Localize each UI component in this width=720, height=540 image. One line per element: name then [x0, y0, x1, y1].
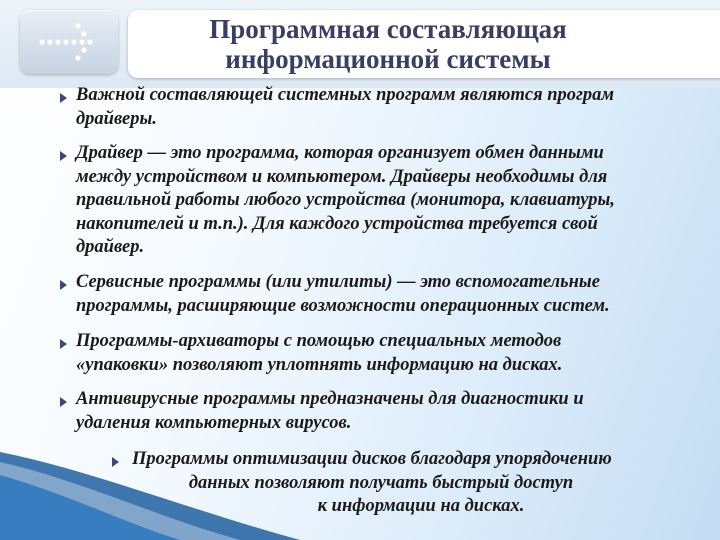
bullet-marker-icon: [60, 93, 67, 103]
item-line: правильной работы любого устройства (монитора, клавиатуры,: [76, 190, 615, 211]
bullet-marker-icon: [60, 151, 67, 161]
list-item: [76, 84, 614, 131]
item-line: Драйвер — это программа, которая организует обмен данными: [76, 143, 604, 163]
list-item: [76, 142, 615, 260]
item-line: Сервисные программы (или утилиты) — это вспомогательные: [76, 272, 600, 292]
item-line: драйвер.: [76, 237, 145, 258]
page-title: [128, 14, 648, 74]
list-item: [76, 330, 562, 377]
list-item: [86, 448, 676, 519]
item-line: Программы-архиваторы с помощью специальных методов: [76, 331, 562, 351]
logo-box: [20, 10, 118, 74]
title-line-1: Программная составляющая: [209, 14, 567, 44]
bullet-marker-icon: [60, 397, 67, 407]
title-line-2: информационной системы: [225, 44, 551, 74]
bullet-marker-icon: [60, 339, 67, 349]
item-line: между устройством и компьютером. Драйверы необходимы для: [76, 166, 608, 187]
item-line: данных позволяют получать быстрый доступ: [188, 472, 574, 493]
dotted-arrow-icon: [20, 10, 118, 74]
item-line: к информации на дисках.: [317, 496, 525, 517]
list-item: [76, 271, 610, 318]
item-line: удаления компьютерных вирусов.: [76, 412, 352, 433]
item-line: Антивирусные программы предназначены для диагностики и: [76, 389, 584, 409]
item-line: «упаковки» позволяют уплотнять информацию на дисках.: [76, 354, 563, 375]
item-line: драйверы.: [76, 108, 157, 129]
item-line: программы, расширяющие возможности операционных систем.: [76, 295, 610, 316]
item-line: Важной составляющей системных программ являются програм: [76, 85, 615, 105]
item-line: Программы оптимизации дисков благодаря упорядочению: [132, 449, 612, 469]
item-line: накопителей и т.п.). Для каждого устройства требуется свой: [76, 213, 598, 234]
list-item: [76, 388, 584, 435]
bullet-marker-icon: [60, 280, 67, 290]
